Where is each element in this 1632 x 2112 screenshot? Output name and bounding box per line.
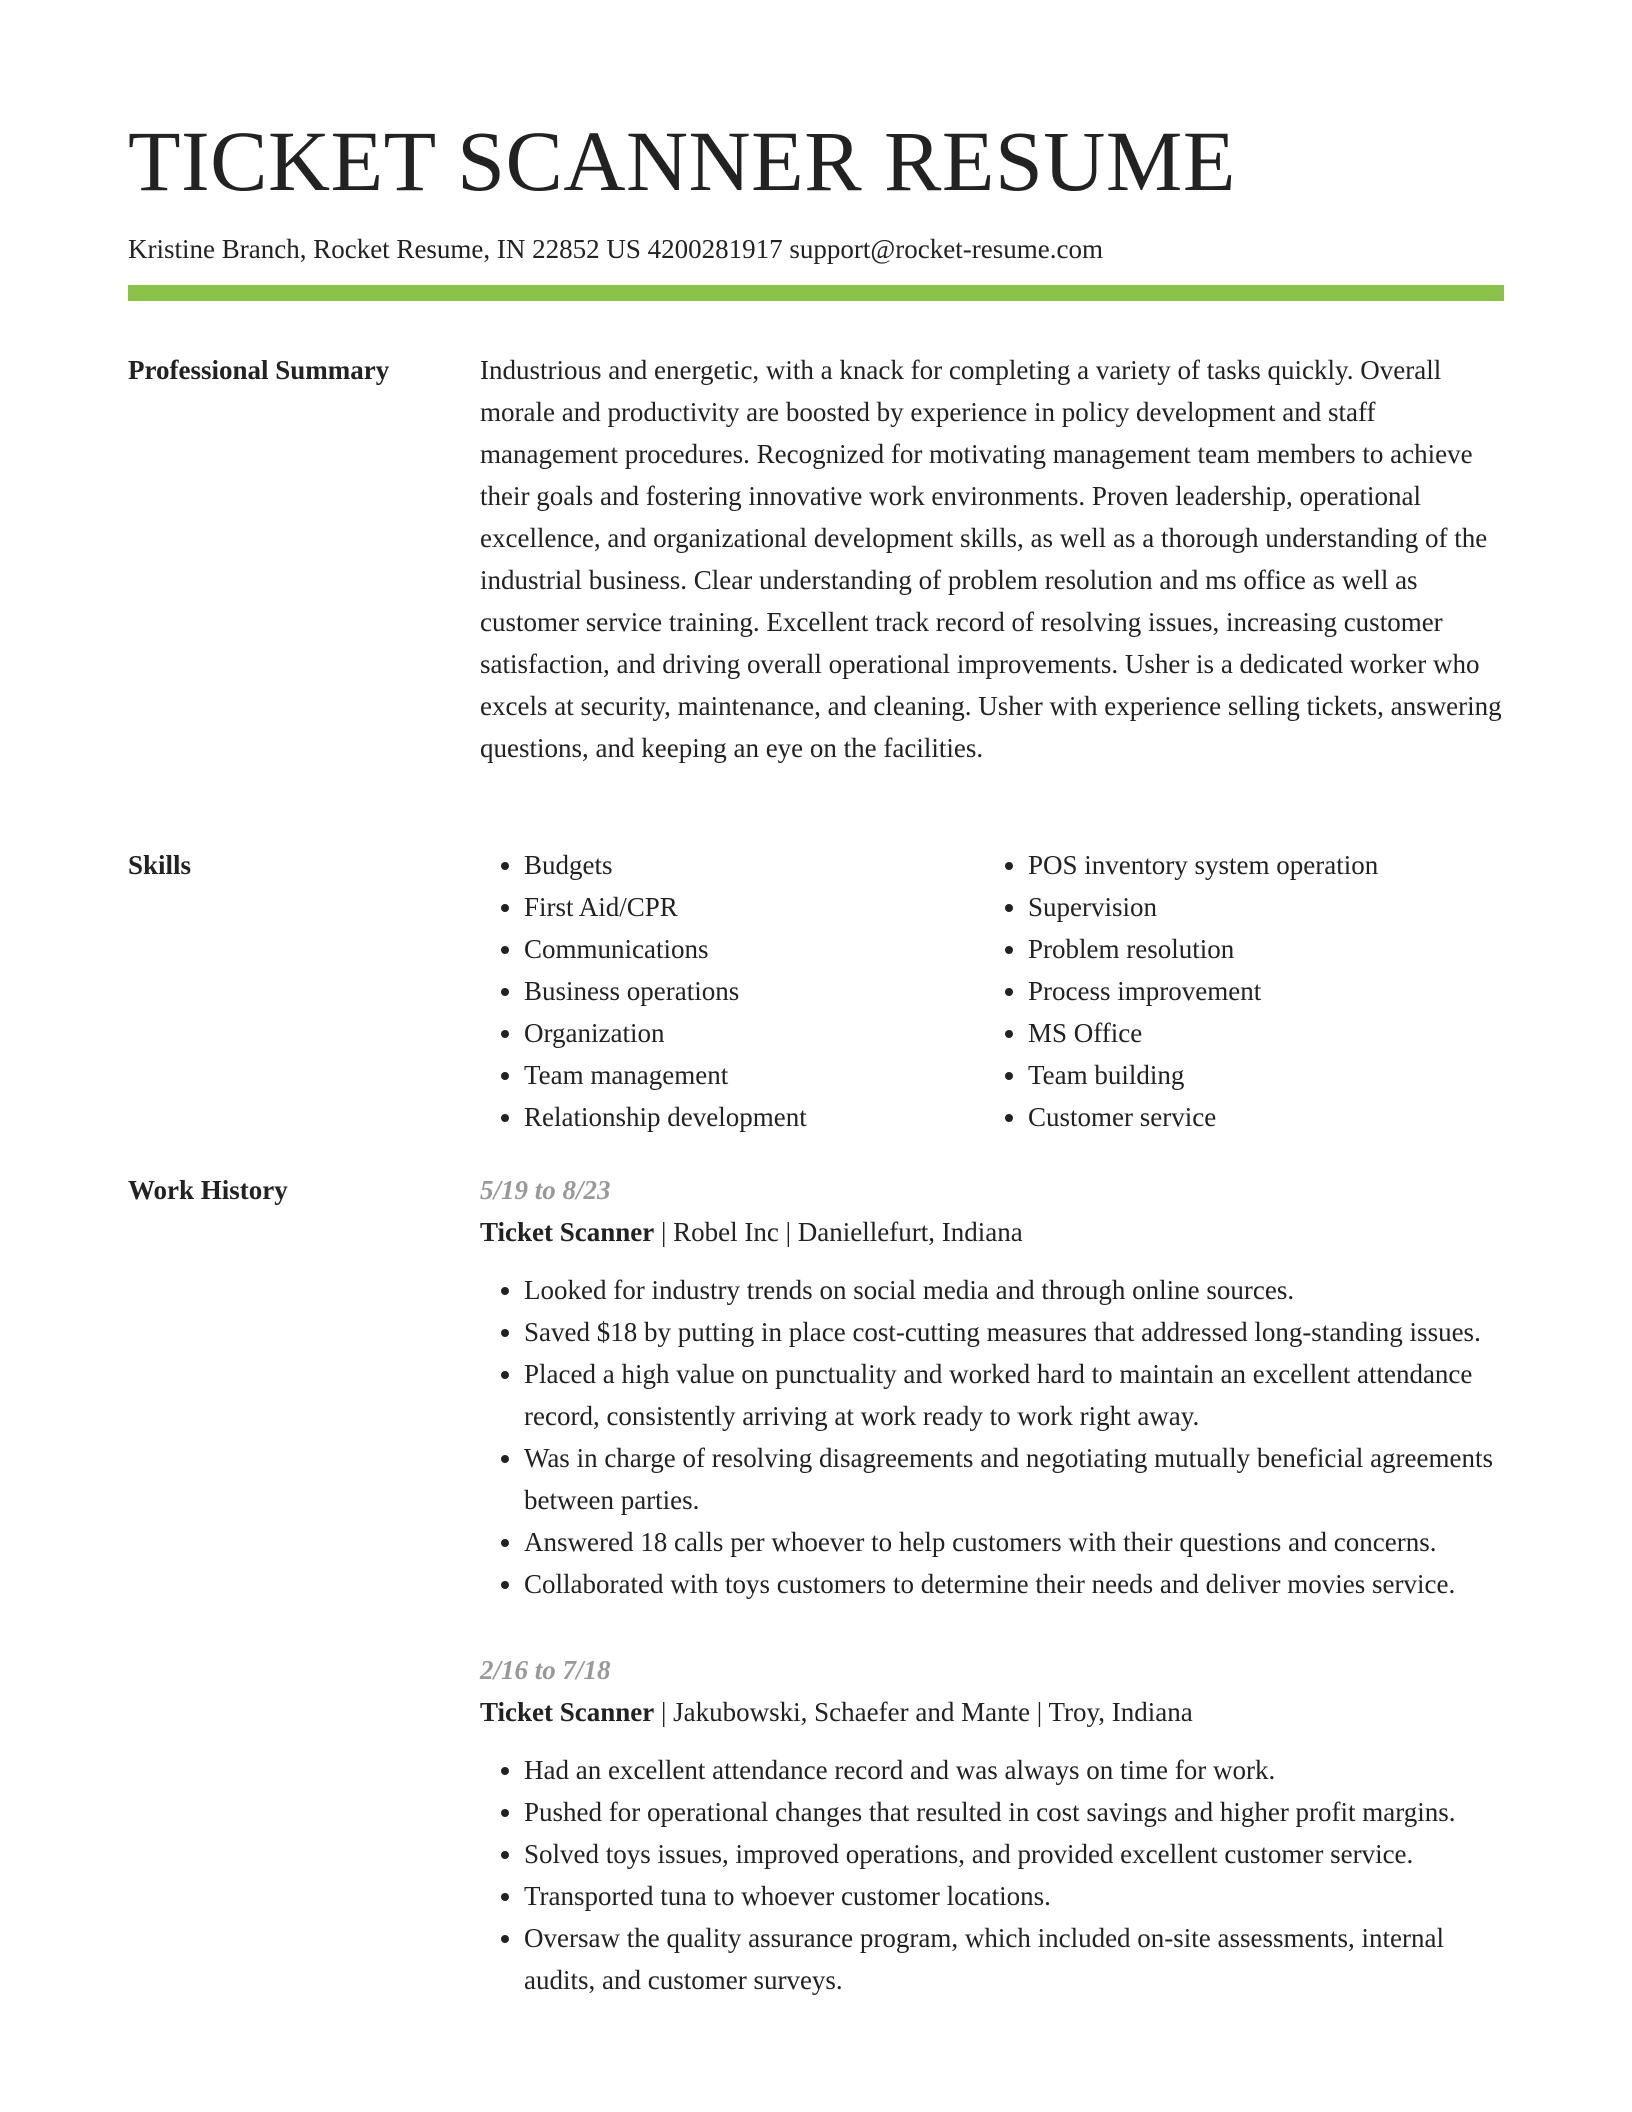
job-bullet: • Transported tuna to whoever customer locations. xyxy=(524,1875,1504,1917)
skills-list-right xyxy=(984,844,1488,1138)
job-dates: 5/19 to 8/23 xyxy=(480,1175,611,1205)
resume-title: TICKET SCANNER RESUME xyxy=(128,113,1236,209)
job-title: Ticket Scanner xyxy=(480,1697,655,1727)
summary-body xyxy=(480,349,1504,769)
section-label-skills: Skills xyxy=(128,850,192,880)
job-bullet: • Looked for industry trends on social media and through online sources. xyxy=(524,1269,1504,1311)
job-bullet: • Answered 18 calls per whoever to help customers with their questions and concerns. xyxy=(524,1521,1504,1563)
job-entry xyxy=(480,1649,1504,2001)
skill-item: • Supervision xyxy=(1028,886,1488,928)
job-bullet: • Oversaw the quality assurance program, which included on-site assessments, internal audits, and customer surveys. xyxy=(524,1917,1504,2001)
job-entry xyxy=(480,1169,1504,1605)
skills-body xyxy=(480,844,1504,1138)
job-heading xyxy=(480,1211,1504,1253)
job-details: | Jakubowski, Schaefer and Mante | Troy, Indiana xyxy=(654,1697,1193,1727)
job-title: Ticket Scanner xyxy=(480,1217,655,1247)
skill-item: • Communications xyxy=(524,928,984,970)
section-label-work-history: Work History xyxy=(128,1175,288,1205)
skill-item: • POS inventory system operation xyxy=(1028,844,1488,886)
job-bullet-list xyxy=(480,1269,1504,1605)
job-bullet-list xyxy=(480,1749,1504,2001)
job-bullet: • Pushed for operational changes that resulted in cost savings and higher profit margins. xyxy=(524,1791,1504,1833)
job-bullet: • Was in charge of resolving disagreements and negotiating mutually beneficial agreements between parties. xyxy=(524,1437,1504,1521)
skill-item: • Budgets xyxy=(524,844,984,886)
summary-text: Industrious and energetic, with a knack for completing a variety of tasks quickly. Overall morale and productivity are boosted by experience in policy development and staff management procedures. Recognized for motivating management team members to achieve their goals and fostering innovative work environments. Proven leadership, operational excellence, and organizational development skills, as well as a thorough understanding of the industrial business. Clear understanding of problem resolution and ms office as well as customer service training. Excellent track record of resolving issues, increasing customer satisfaction, and driving overall operational improvements. Usher is a dedicated worker who excels at security, maintenance, and cleaning. Usher with experience selling tickets, answering questions, and keeping an eye on the facilities. xyxy=(480,355,1502,763)
job-bullet: • Collaborated with toys customers to determine their needs and deliver movies service. xyxy=(524,1563,1504,1605)
skill-item: • First Aid/CPR xyxy=(524,886,984,928)
skill-item: • Relationship development xyxy=(524,1096,984,1138)
job-details: | Robel Inc | Daniellefurt, Indiana xyxy=(654,1217,1023,1247)
skills-list-left xyxy=(480,844,984,1138)
job-bullet: • Placed a high value on punctuality and worked hard to maintain an excellent attendance record, consistently arriving at work ready to work right away. xyxy=(524,1353,1504,1437)
skill-item: • Team building xyxy=(1028,1054,1488,1096)
job-bullet: • Saved $18 by putting in place cost-cutting measures that addressed long-standing issues. xyxy=(524,1311,1504,1353)
skill-item: • Team management xyxy=(524,1054,984,1096)
job-dates: 2/16 to 7/18 xyxy=(480,1655,611,1685)
skill-item: • Process improvement xyxy=(1028,970,1488,1012)
skill-item: • Customer service xyxy=(1028,1096,1488,1138)
job-heading xyxy=(480,1691,1504,1733)
skill-item: • Business operations xyxy=(524,970,984,1012)
skill-item: • Organization xyxy=(524,1012,984,1054)
job-bullet: • Solved toys issues, improved operations, and provided excellent customer service. xyxy=(524,1833,1504,1875)
contact-info: Kristine Branch, Rocket Resume, IN 22852 US 4200281917 support@rocket-resume.com xyxy=(128,234,1103,264)
accent-divider xyxy=(128,285,1504,301)
skill-item: • Problem resolution xyxy=(1028,928,1488,970)
skill-item: • MS Office xyxy=(1028,1012,1488,1054)
skills-columns xyxy=(480,844,1504,1138)
job-bullet: • Had an excellent attendance record and was always on time for work. xyxy=(524,1749,1504,1791)
section-label-summary: Professional Summary xyxy=(128,355,390,385)
work-history-body xyxy=(480,1169,1504,2045)
